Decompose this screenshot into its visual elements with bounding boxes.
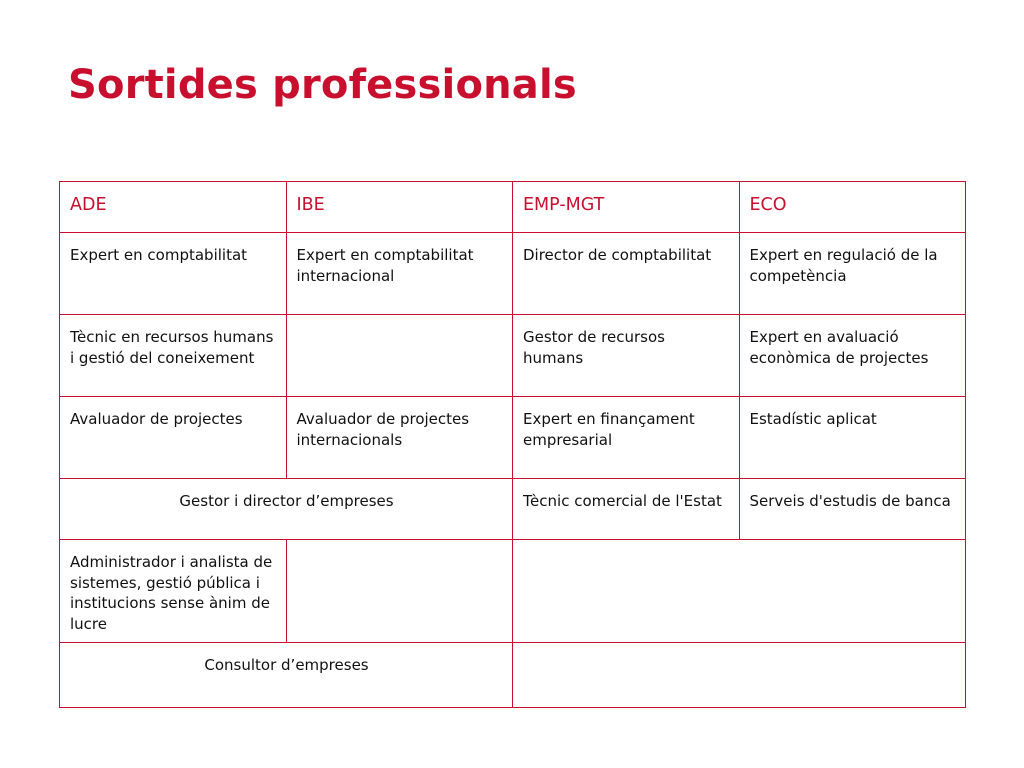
table-cell: Avaluador de projectes internacionals [286,397,513,479]
table-row [60,479,966,540]
table-cell: Expert en regulació de la competència [739,233,966,315]
table-row [60,540,966,643]
header-eco: ECO [739,182,966,233]
table-cell: Expert en finançament empresarial [513,397,740,479]
table-cell-empty [286,540,513,643]
table-row [60,233,966,315]
table-row [60,315,966,397]
table-cell: Administrador i analista de sistemes, gestió pública i institucions sense ànim de lucre [60,540,287,643]
table-cell: Expert en comptabilitat internacional [286,233,513,315]
table-cell: Director de comptabilitat [513,233,740,315]
table-cell-merged: Gestor i director d’empreses [60,479,513,540]
table-cell: Tècnic en recursos humans i gestió del coneixement [60,315,287,397]
table-header-row [60,182,966,233]
header-emp-mgt: EMP-MGT [513,182,740,233]
table-row [60,397,966,479]
slide-title: Sortides professionals [68,62,577,108]
table-cell-merged-empty [513,540,966,643]
table-row [60,643,966,708]
table-cell-merged: Consultor d’empreses [60,643,513,708]
table-cell: Serveis d'estudis de banca [739,479,966,540]
header-ade: ADE [60,182,287,233]
header-ibe: IBE [286,182,513,233]
table-cell: Tècnic comercial de l'Estat [513,479,740,540]
table-cell-empty [286,315,513,397]
table-cell: Estadístic aplicat [739,397,966,479]
careers-table [59,181,966,708]
table-cell: Expert en comptabilitat [60,233,287,315]
table-cell: Avaluador de projectes [60,397,287,479]
table-cell: Expert en avaluació econòmica de projectes [739,315,966,397]
table-cell: Gestor de recursos humans [513,315,740,397]
table-cell-merged-empty [513,643,966,708]
